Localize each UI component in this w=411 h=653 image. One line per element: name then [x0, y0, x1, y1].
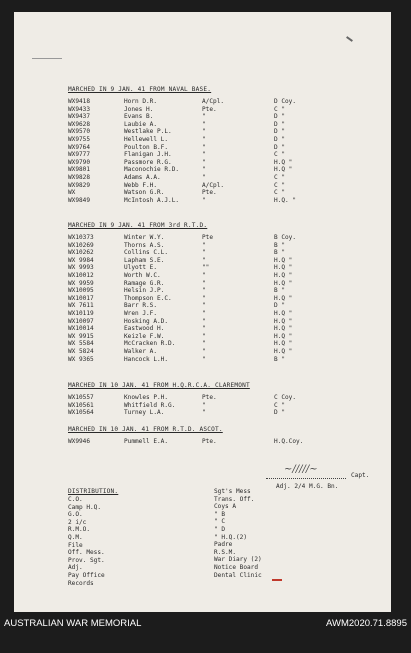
pen-mark	[346, 36, 353, 42]
service-number: WX 5824	[68, 348, 94, 355]
company: C "	[274, 174, 286, 181]
soldier-name: Ramage G.R.	[124, 279, 165, 287]
rank: "	[202, 325, 206, 333]
roster-row	[68, 234, 391, 242]
soldier-name: Hosking A.D.	[124, 317, 169, 325]
rank: "	[202, 294, 206, 302]
company: D "	[274, 302, 286, 310]
section-heading: MARCHED IN 10 JAN. 41 FROM H.Q.R.C.A. CLAREMONT	[68, 382, 250, 389]
roster-row	[68, 333, 391, 341]
rank: "	[202, 174, 206, 181]
company: H.Q. "	[274, 196, 297, 204]
company: B "	[274, 249, 286, 257]
service-number: WX 9365	[68, 355, 94, 363]
distribution-item: " B	[214, 510, 226, 518]
roster-row	[68, 302, 391, 310]
rank: "	[202, 332, 206, 340]
rank: "	[202, 256, 206, 264]
distribution-item: G.O.	[68, 511, 83, 519]
service-number: WX10012	[68, 272, 94, 279]
soldier-name: Collins C.L.	[124, 249, 169, 257]
service-number: WX10269	[68, 241, 94, 249]
distribution-item: " D	[214, 526, 226, 533]
soldier-name: Eastwood H.	[124, 325, 165, 333]
rank: "	[202, 196, 206, 204]
roster-row	[68, 151, 391, 159]
roster-row	[68, 182, 391, 190]
rank: "	[202, 348, 206, 355]
rank: A/Cpl.	[202, 98, 225, 105]
soldier-name: Lapham S.E.	[124, 256, 165, 264]
service-number: WX 5584	[68, 340, 94, 348]
soldier-name: Helsin J.P.	[124, 287, 165, 295]
service-number: WX9790	[68, 158, 91, 166]
company: H.Q "	[274, 166, 293, 174]
company: B "	[274, 287, 286, 295]
company: D "	[274, 136, 286, 143]
rank: Pte.	[202, 438, 217, 445]
distribution-item: Padre	[214, 541, 233, 549]
roster-row	[68, 348, 391, 356]
soldier-name: Hancock L.H.	[124, 355, 169, 363]
company: H.Q "	[274, 332, 293, 340]
company: H.Q.Coy.	[274, 438, 304, 445]
service-number: WX10557	[68, 394, 94, 401]
document-page	[14, 12, 391, 612]
service-number: WX 9993	[68, 264, 94, 272]
roster-row	[68, 174, 391, 182]
company: H.Q "	[274, 158, 293, 166]
soldier-name: Pummell E.A.	[124, 438, 169, 445]
company: D "	[274, 409, 286, 417]
rank: "	[202, 401, 206, 409]
service-number: WX10373	[68, 234, 94, 241]
company: H.Q "	[274, 325, 293, 333]
service-number: WX9628	[68, 120, 91, 128]
distribution-item: R.M.O.	[68, 526, 91, 534]
rank: "	[202, 279, 206, 287]
rank: "	[202, 302, 206, 310]
punch-mark	[32, 58, 62, 59]
distribution-item: R.S.M.	[214, 548, 237, 556]
service-number: WX10564	[68, 409, 94, 417]
roster-row	[68, 394, 391, 402]
roster-row	[68, 197, 391, 205]
service-number: WX9946	[68, 438, 91, 445]
distribution-item: 2 i/c	[68, 518, 87, 526]
soldier-name: Watson G.R.	[124, 189, 165, 197]
company: C "	[274, 151, 286, 159]
soldier-name: Whitfield R.G.	[124, 401, 176, 409]
rank: "	[202, 151, 206, 159]
distribution-item: Pay Office	[68, 572, 105, 579]
distribution-item: C.O.	[68, 496, 83, 503]
soldier-name: Passmore R.G.	[124, 158, 172, 166]
roster-row	[68, 159, 391, 167]
soldier-name: Flanigan J.H.	[124, 151, 172, 159]
distribution-item: Coys A	[214, 503, 237, 511]
rank: "	[202, 287, 206, 295]
company: D "	[274, 120, 286, 128]
roster-row	[68, 272, 391, 280]
archive-footer	[0, 612, 411, 653]
company: C "	[274, 181, 286, 189]
soldier-name: Keizle F.W.	[124, 332, 165, 340]
roster-row	[68, 257, 391, 265]
section-heading: MARCHED IN 9 JAN. 41 FROM 3rd R.T.D.	[68, 222, 208, 229]
rank: Pte.	[202, 394, 217, 401]
roster-row	[68, 280, 391, 288]
service-number: WX10119	[68, 310, 94, 317]
rank: Pte	[202, 234, 214, 241]
footer-source: AUSTRALIAN WAR MEMORIAL	[4, 618, 142, 629]
soldier-name: McCracken R.D.	[124, 340, 176, 348]
signature-appointment: Adj. 2/4 M.G. Bn.	[276, 483, 339, 490]
service-number: WX9764	[68, 143, 91, 151]
company: H.Q "	[274, 256, 293, 264]
soldier-name: Worth W.C.	[124, 272, 161, 279]
roster-row	[68, 249, 391, 257]
soldier-name: Winter W.Y.	[124, 234, 165, 241]
service-number: WX9801	[68, 166, 91, 174]
roster-row	[68, 438, 391, 446]
company: B "	[274, 355, 286, 363]
rank: Pte.	[202, 105, 217, 113]
rank: "	[202, 120, 206, 128]
roster-row	[68, 98, 391, 106]
soldier-name: McIntosh A.J.L.	[124, 196, 180, 204]
service-number: WX 9915	[68, 332, 94, 340]
service-number: WX9849	[68, 196, 91, 204]
roster-row	[68, 356, 391, 364]
rank: "	[202, 241, 206, 249]
service-number: WX10097	[68, 317, 94, 325]
company: C Coy.	[274, 394, 297, 401]
roster-row	[68, 144, 391, 152]
roster-row	[68, 295, 391, 303]
soldier-name: Evans B.	[124, 113, 154, 121]
service-number: WX9433	[68, 105, 91, 113]
soldier-name: Turney L.A.	[124, 409, 165, 417]
distribution-item: Prov. Sgt.	[68, 556, 105, 564]
soldier-name: Wren J.F.	[124, 310, 158, 317]
service-number: WX10561	[68, 401, 94, 409]
roster-row	[68, 189, 391, 197]
rank: "	[202, 340, 206, 348]
soldier-name: Thorns A.S.	[124, 241, 165, 249]
soldier-name: Hellewell L.	[124, 136, 169, 143]
distribution-item: Dental Clinic	[214, 571, 262, 579]
red-tick-mark	[272, 579, 282, 581]
roster-row	[68, 242, 391, 250]
rank: "	[202, 310, 206, 317]
service-number: WX9777	[68, 151, 91, 159]
company: D "	[274, 143, 286, 151]
service-number: WX9755	[68, 136, 91, 143]
company: H.Q "	[274, 310, 293, 317]
rank: Pte.	[202, 189, 217, 197]
roster-row	[68, 340, 391, 348]
distribution-item: Notice Board	[214, 564, 259, 571]
section-heading: MARCHED IN 9 JAN. 41 FROM NAVAL BASE.	[68, 86, 212, 93]
distribution-item: Camp H.Q.	[68, 503, 102, 511]
section-heading: MARCHED IN 10 JAN. 41 FROM R.T.D. ASCOT.	[68, 426, 223, 433]
company: C "	[274, 105, 286, 113]
roster-row	[68, 136, 391, 144]
soldier-name: Barr R.S.	[124, 302, 158, 310]
rank: ""	[202, 264, 210, 272]
service-number: WX9437	[68, 113, 91, 121]
rank: "	[202, 158, 206, 166]
roster-row	[68, 106, 391, 114]
service-number: WX 9984	[68, 256, 94, 264]
soldier-name: Webb F.H.	[124, 181, 158, 189]
roster-row	[68, 264, 391, 272]
roster-row	[68, 113, 391, 121]
rank: "	[202, 409, 206, 417]
roster-row	[68, 287, 391, 295]
distribution-item: " C	[214, 518, 226, 526]
roster-row	[68, 128, 391, 136]
soldier-name: Poulton B.F.	[124, 143, 169, 151]
rank: "	[202, 166, 206, 174]
company: H.Q "	[274, 340, 293, 348]
distribution-heading: DISTRIBUTION.	[68, 488, 119, 495]
service-number: WX10095	[68, 287, 94, 295]
soldier-name: Knowles P.H.	[124, 394, 169, 401]
rank: "	[202, 143, 206, 151]
service-number: WX9418	[68, 98, 91, 105]
soldier-name: Laubie A.	[124, 120, 158, 128]
company: D "	[274, 113, 286, 121]
service-number: WX9570	[68, 128, 91, 136]
service-number: WX 9959	[68, 279, 94, 287]
distribution-item: War Diary (2)	[214, 556, 262, 564]
soldier-name: Walker A.	[124, 348, 158, 355]
company: D "	[274, 128, 286, 136]
roster-row	[68, 325, 391, 333]
company: H.Q "	[274, 348, 293, 355]
service-number: WX9828	[68, 174, 91, 181]
rank: "	[202, 128, 206, 136]
rank: "	[202, 136, 206, 143]
company: H.Q "	[274, 294, 293, 302]
service-number: WX 7611	[68, 302, 94, 310]
distribution-item: " H.Q.(2)	[214, 533, 248, 541]
company: D Coy.	[274, 98, 297, 105]
service-number: WX10017	[68, 294, 94, 302]
distribution-item: Q.M.	[68, 534, 83, 541]
distribution-item: File	[68, 541, 83, 549]
soldier-name: Adams A.A.	[124, 174, 161, 181]
company: C "	[274, 189, 286, 197]
company: H.Q "	[274, 317, 293, 325]
rank: "	[202, 249, 206, 257]
distribution-item: Records	[68, 579, 94, 587]
service-number: WX10014	[68, 325, 94, 333]
distribution-item: Trans. Off.	[214, 495, 255, 503]
signature-title: Capt.	[351, 472, 370, 479]
roster-row	[68, 409, 391, 417]
company: H.Q "	[274, 279, 293, 287]
roster-row	[68, 402, 391, 410]
soldier-name: Westlake P.L.	[124, 128, 172, 136]
company: H.Q "	[274, 264, 293, 272]
service-number: WX10262	[68, 249, 94, 257]
company: C "	[274, 401, 286, 409]
footer-reference: AWM2020.71.8895	[326, 618, 407, 629]
signature-scrawl: ~/////~	[284, 464, 318, 475]
roster-row	[68, 318, 391, 326]
distribution-item: Adj.	[68, 564, 83, 572]
company: H.Q "	[274, 272, 293, 279]
service-number: WX	[68, 189, 76, 197]
roster-row	[68, 121, 391, 129]
company: B Coy.	[274, 234, 297, 241]
soldier-name: Maconochie R.D.	[124, 166, 180, 174]
rank: "	[202, 113, 206, 121]
rank: A/Cpl.	[202, 181, 225, 189]
company: B "	[274, 241, 286, 249]
soldier-name: Jones H.	[124, 105, 154, 113]
soldier-name: Horn D.R.	[124, 98, 158, 105]
distribution-item: Sgt's Mess	[214, 488, 251, 495]
roster-row	[68, 166, 391, 174]
rank: "	[202, 355, 206, 363]
soldier-name: Ulyott E.	[124, 264, 158, 272]
rank: "	[202, 317, 206, 325]
distribution-item: Off. Mess.	[68, 549, 105, 557]
rank: "	[202, 272, 206, 279]
signature-rule	[266, 478, 346, 479]
roster-row	[68, 310, 391, 318]
service-number: WX9829	[68, 181, 91, 189]
soldier-name: Thompson E.C.	[124, 294, 172, 302]
